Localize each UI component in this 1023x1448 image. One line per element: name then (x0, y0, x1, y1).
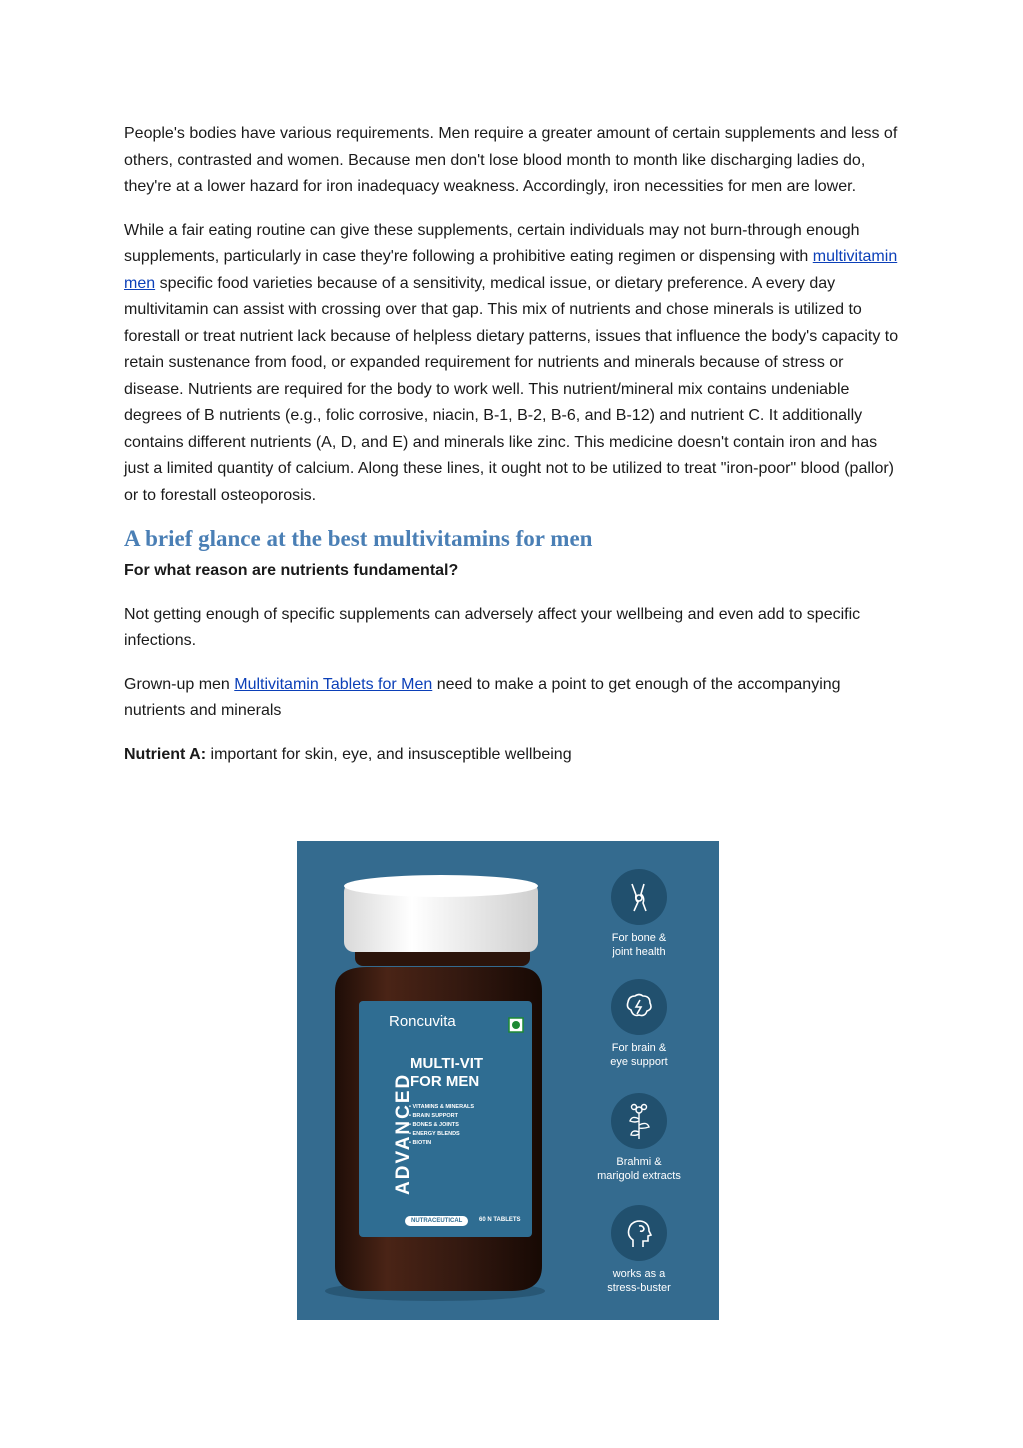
head-icon (611, 1205, 667, 1261)
benefit-bone-joint-line1: For bone & (611, 932, 667, 944)
brand-name: Rоncuvita (389, 1013, 456, 1030)
green-dot-center (512, 1021, 520, 1029)
paragraph-grownup (124, 672, 904, 725)
benefit-brain-eye-line1: For brain & (611, 1042, 667, 1054)
advanced-vertical-text: ADVANCED (393, 1072, 414, 1195)
paragraph-diet-text-a: While a fair eating routine can give these supplements, certain individuals may not burn-through enough supplements, particularly in case they're following a prohibitive eating regimen or dispensing with (124, 221, 860, 265)
nutrient-a-text: important for skin, eye, and insusceptible wellbeing (206, 745, 572, 763)
product-title-line2: FOR MEN (410, 1073, 480, 1090)
product-title-line1: MULTI-VIT (410, 1055, 484, 1072)
paragraph-grownup-text-b: need to make a point to get enough of the accompanying nutrients and minerals (124, 675, 841, 719)
section-heading: A brief glance at the best multivitamins for men (124, 526, 593, 551)
benefit-stress (584, 1205, 694, 1295)
benefit-brain-eye (584, 979, 694, 1069)
benefit-stress-line1: works as a (612, 1268, 666, 1280)
article-body (124, 121, 904, 768)
bullet-item: • BIOTIN (409, 1140, 432, 1146)
paragraph-nutrient-a (124, 742, 904, 769)
paragraph-intro: People's bodies have various requirements. Men require a greater amount of certain supplements and less of others, contrasted and women. Because men don't lose blood month to month like discharging ladies do, they're at a lower hazard for iron inadequacy weakness. Accordingly, iron necessities for men are lower. (124, 125, 898, 195)
paragraph-deficiency: Not getting enough of specific supplements can adversely affect your wellbeing and even add to specific infections. (124, 605, 861, 649)
benefit-stress-line2: stress-buster (607, 1282, 671, 1294)
product-image (297, 841, 719, 1320)
section-subheading: For what reason are nutrients fundamental? (124, 562, 459, 579)
nutraceutical-badge: NUTRACEUTICAL (405, 1216, 468, 1226)
joint-icon (611, 869, 667, 925)
benefit-brain-eye-line2: eye support (610, 1056, 668, 1068)
benefit-bone-joint-line2: joint health (612, 946, 666, 958)
brain-icon (611, 979, 667, 1035)
bullet-item: • BRAIN SUPPORT (409, 1113, 458, 1119)
paragraph-grownup-text-a: Grown-up men (124, 675, 235, 693)
bullet-item: • BONES & JOINTS (409, 1122, 459, 1128)
benefit-brahmi-line2: marigold extracts (597, 1170, 681, 1182)
tablet-count: 60 N TABLETS (479, 1217, 521, 1223)
multivitamin-tablets-link[interactable]: Multivitamin Tablets for Men (234, 675, 433, 693)
paragraph-diet-text-b: specific food varieties because of a sensitivity, medical issue, or dietary preference. A every day multivitamin can assist with crossing over that gap. This mix of nutrients and chose minerals is utilized to forestall or treat nutrient lack because of helpless dietary patterns, issues that influence the body's capacity to retain sustenance from food, or expanded requirement for nutrients and minerals because of stress or disease. Nutrients are required for the body to work well. This nutrient/mineral mix contains undeniable degrees of B nutrients (e.g., folic corrosive, niacin, B-1, B-2, B-6, and B-12) and nutrient C. It additionally contains different nutrients (A, D, and E) and minerals like zinc. This medicine doesn't contain iron and has just a limited quantity of calcium. Along these lines, it ought not to be utilized to treat "iron-poor" blood (pallor) or to forestall osteoporosis. (124, 274, 899, 504)
multivitamin-men-link[interactable]: multivitamin men (124, 248, 898, 292)
jar-cap-top (344, 875, 538, 897)
benefit-bone-joint (584, 869, 694, 959)
bullet-item: • ENERGY BLENDS (409, 1131, 460, 1137)
benefit-brahmi-marigold (584, 1093, 694, 1183)
flower-icon (611, 1093, 667, 1149)
paragraph-diet (124, 218, 904, 510)
bullet-list (409, 1103, 474, 1148)
bullet-item: • VITAMINS & MINERALS (409, 1104, 475, 1110)
nutrient-a-label: Nutrient A: (124, 745, 207, 763)
benefit-brahmi-line1: Brahmi & (616, 1156, 662, 1168)
